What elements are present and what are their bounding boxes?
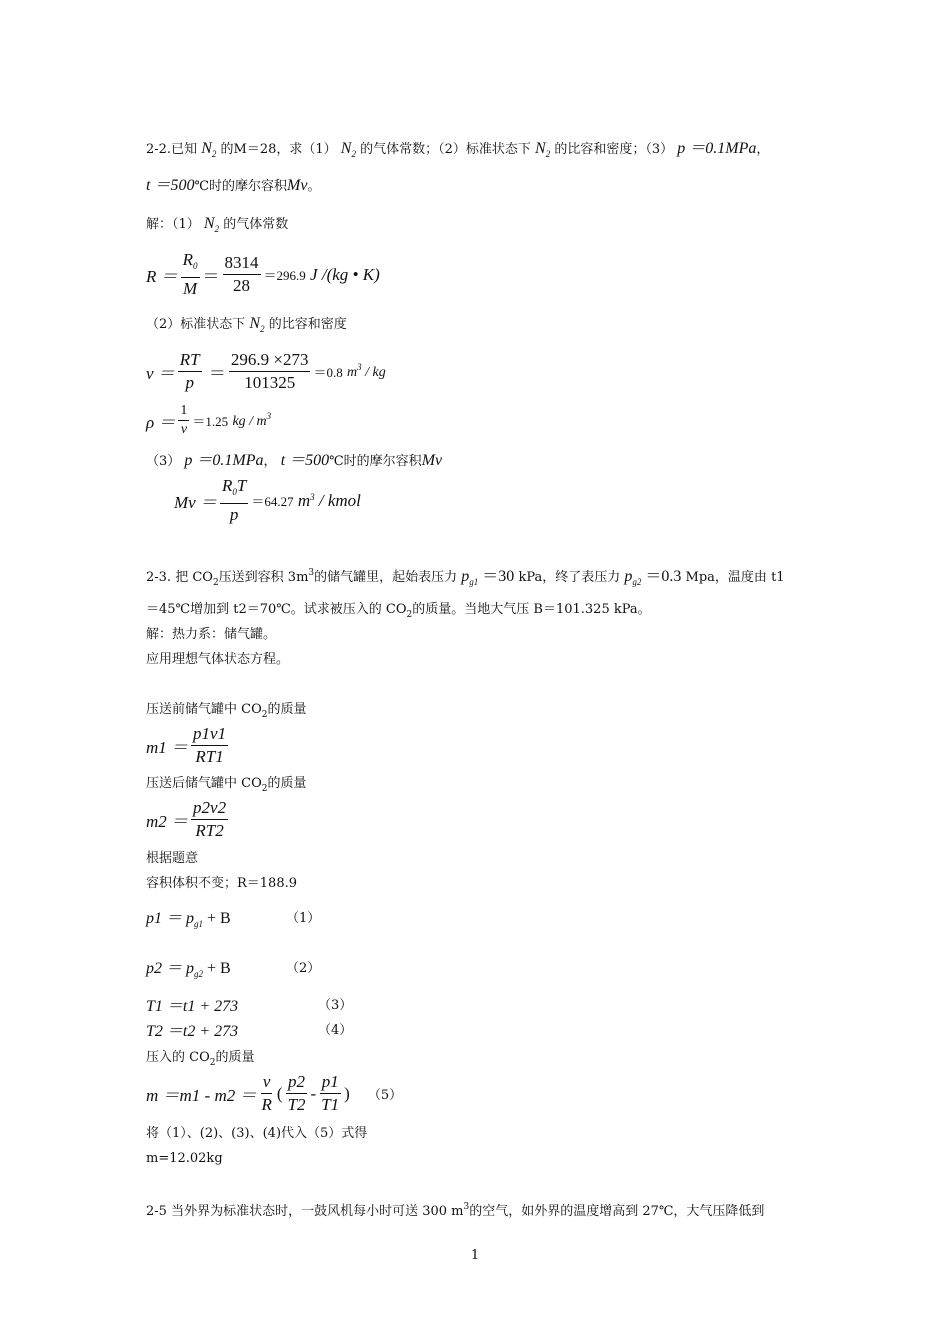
pressure-value: p ＝0.1MPa bbox=[184, 452, 264, 469]
equation-specific-volume bbox=[146, 350, 386, 393]
subscript: 2 bbox=[261, 710, 268, 720]
text: 的M＝28，求（1） bbox=[220, 142, 337, 157]
unit: $m^3$ / kg bbox=[347, 362, 386, 380]
eq-lhs: m ＝m1 - m2 ＝ bbox=[146, 1086, 257, 1105]
paren: ) bbox=[344, 1083, 350, 1103]
subscript: 2 bbox=[261, 784, 268, 794]
equation-5 bbox=[146, 1072, 402, 1115]
equation-3 bbox=[146, 998, 353, 1017]
result: ＝296.9 bbox=[263, 268, 306, 283]
unit: J /(kg • K) bbox=[310, 264, 380, 284]
minus: - bbox=[310, 1083, 317, 1103]
subscript: 2 bbox=[209, 1058, 216, 1068]
text: （3） bbox=[146, 454, 181, 469]
eq-lhs: ρ ＝ bbox=[146, 413, 176, 432]
fraction: $\frac{RT}{p}$ bbox=[179, 350, 200, 392]
problem-2-2-statement-line1 bbox=[146, 140, 769, 163]
equation-tag: （2） bbox=[286, 961, 321, 976]
unit: $m^3$ / kmol bbox=[297, 490, 361, 510]
text: Mpa，温度由 t1 bbox=[685, 570, 785, 585]
text: （2）标准状态下 bbox=[146, 317, 246, 332]
molar-volume-symbol: Mv bbox=[421, 452, 443, 469]
fraction: $\frac{v}{R}$ bbox=[261, 1072, 272, 1114]
fraction: $\frac{R_0T}{p}$ bbox=[221, 476, 247, 524]
eq-lhs: R ＝ bbox=[146, 267, 178, 286]
text: 的质量 bbox=[215, 1050, 255, 1065]
text: kPa，终了表压力 bbox=[518, 570, 621, 585]
equals: ＝ bbox=[202, 267, 220, 286]
fraction: $\frac{8314}{28}$ bbox=[224, 253, 259, 295]
superscript: 3 bbox=[463, 1202, 470, 1212]
final-result: m=12.02kg bbox=[146, 1151, 223, 1166]
equals: ＝ bbox=[208, 364, 226, 383]
n2-symbol: $N_2$ bbox=[535, 140, 551, 159]
molar-volume-symbol: Mv bbox=[287, 177, 308, 194]
equation-gas-constant bbox=[146, 250, 380, 299]
unit: kg / $m^3$ bbox=[232, 411, 272, 429]
text: 压送前储气罐中 CO bbox=[146, 702, 262, 717]
eq-lhs: v ＝ bbox=[146, 364, 175, 383]
text: 解：（1） bbox=[146, 217, 200, 232]
mass-after-heading bbox=[146, 775, 307, 798]
paren: ( bbox=[276, 1083, 283, 1103]
text: 的质量。当地大气压 B＝101.325 kPa。 bbox=[412, 602, 651, 617]
constant-volume-text: 容积体积不变；R＝188.9 bbox=[146, 876, 298, 891]
problem-2-3-statement-line2 bbox=[146, 601, 651, 624]
problem-2-5-statement-line1 bbox=[146, 1198, 764, 1221]
equation-1 bbox=[146, 910, 321, 933]
result: ＝0.8 bbox=[313, 365, 343, 380]
problem-2-2-statement-line2 bbox=[146, 177, 320, 196]
equation-2 bbox=[146, 960, 321, 983]
n2-symbol: $N_2$ bbox=[201, 140, 217, 159]
equation-m1 bbox=[146, 724, 231, 767]
text: 压送后储气罐中 CO bbox=[146, 776, 262, 791]
equation-tag: （1） bbox=[286, 911, 321, 926]
mass-pressed-heading bbox=[146, 1049, 255, 1072]
gauge-pressure-2: $p_{g2} =0.3$ bbox=[624, 568, 682, 587]
fraction: $\frac{p1}{T1}$ bbox=[321, 1072, 340, 1114]
solution-part1-heading bbox=[146, 215, 288, 238]
superscript: 3 bbox=[308, 568, 315, 578]
gauge-pressure-1: $p_{g1} =30$ bbox=[461, 568, 515, 587]
text: 的比容和密度；（3） bbox=[554, 142, 674, 157]
text: ， bbox=[756, 142, 770, 157]
solution-part2-heading bbox=[146, 315, 347, 338]
result: ＝64.27 bbox=[251, 494, 294, 509]
equation-tag: （3） bbox=[318, 998, 353, 1013]
text: 。 bbox=[307, 179, 321, 194]
page-number: 1 bbox=[470, 1248, 480, 1263]
equation-m2 bbox=[146, 798, 231, 841]
text: 压入的 CO bbox=[146, 1050, 210, 1065]
solution-method: 应用理想气体状态方程。 bbox=[146, 652, 290, 667]
mass-before-heading bbox=[146, 701, 307, 724]
text: 的质量 bbox=[267, 776, 307, 791]
text: ℃时的摩尔容积 bbox=[329, 454, 422, 469]
text: 的质量 bbox=[267, 702, 307, 717]
text: 的气体常数 bbox=[223, 217, 289, 232]
n2-symbol: $N_2$ bbox=[340, 140, 356, 159]
equation-tag: （5） bbox=[367, 1088, 403, 1103]
temperature-value: t ＝500 bbox=[146, 177, 195, 194]
basis-text: 根据题意 bbox=[146, 851, 199, 866]
n2-symbol: $N_2$ bbox=[249, 315, 265, 334]
fraction: $\frac{296.9 \times 273}{101325}$ bbox=[230, 350, 309, 392]
text: ， bbox=[263, 454, 277, 469]
solution-part3-heading bbox=[146, 452, 442, 471]
fraction: $\frac{p2v2}{RT2}$ bbox=[193, 798, 227, 840]
equation-density bbox=[146, 403, 271, 438]
solution-thermal-system: 解：热力系：储气罐。 bbox=[146, 627, 277, 642]
eq-lhs: m2 ＝ bbox=[146, 812, 189, 831]
pressure-value: p ＝0.1MPa bbox=[677, 140, 757, 157]
fraction: $\frac{p1v1}{RT1}$ bbox=[193, 724, 227, 766]
equation-tag: （4） bbox=[318, 1023, 353, 1038]
text: ＝45℃增加到 t2＝70℃。试求被压入的 CO bbox=[146, 602, 407, 617]
result: ＝1.25 bbox=[192, 414, 229, 429]
text: 的气体常数；（2）标准状态下 bbox=[360, 142, 531, 157]
eq-body: $p1 = p_{g1} + B$ bbox=[146, 910, 231, 929]
eq-body: T1 ＝t1 + 273 bbox=[146, 998, 239, 1015]
problem-2-3-statement-line1 bbox=[146, 564, 785, 592]
text: 2-2.已知 bbox=[146, 142, 198, 157]
equation-4 bbox=[146, 1023, 353, 1042]
fraction: $\frac{R_0}{M}$ bbox=[182, 250, 198, 298]
subscript: 2 bbox=[212, 578, 219, 588]
text: 的空气，如外界的温度增高到 27℃，大气压降低到 bbox=[469, 1204, 765, 1219]
text: ℃时的摩尔容积 bbox=[194, 179, 287, 194]
substitution-text: 将（1）、(2)、(3)、(4)代入（5）式得 bbox=[146, 1126, 368, 1141]
text: 压送到容积 3m bbox=[218, 570, 309, 585]
equation-molar-volume bbox=[174, 476, 361, 525]
fraction: $\frac{1}{v}$ bbox=[180, 403, 188, 437]
text: 2-5 当外界为标准状态时，一鼓风机每小时可送 300 m bbox=[146, 1204, 464, 1219]
text: 的储气罐里，起始表压力 bbox=[314, 570, 458, 585]
eq-body: T2 ＝t2 + 273 bbox=[146, 1023, 239, 1040]
eq-body: $p2 = p_{g2} + B$ bbox=[146, 960, 231, 979]
temperature-value: t ＝500 bbox=[280, 452, 330, 469]
n2-symbol: $N_2$ bbox=[203, 215, 220, 234]
text: 2-3. 把 CO bbox=[146, 570, 213, 585]
subscript: 2 bbox=[406, 610, 413, 620]
text: 的比容和密度 bbox=[268, 317, 347, 332]
eq-lhs: Mv ＝ bbox=[174, 493, 217, 512]
fraction: $\frac{p2}{T2}$ bbox=[287, 1072, 306, 1114]
eq-lhs: m1 ＝ bbox=[146, 738, 189, 757]
